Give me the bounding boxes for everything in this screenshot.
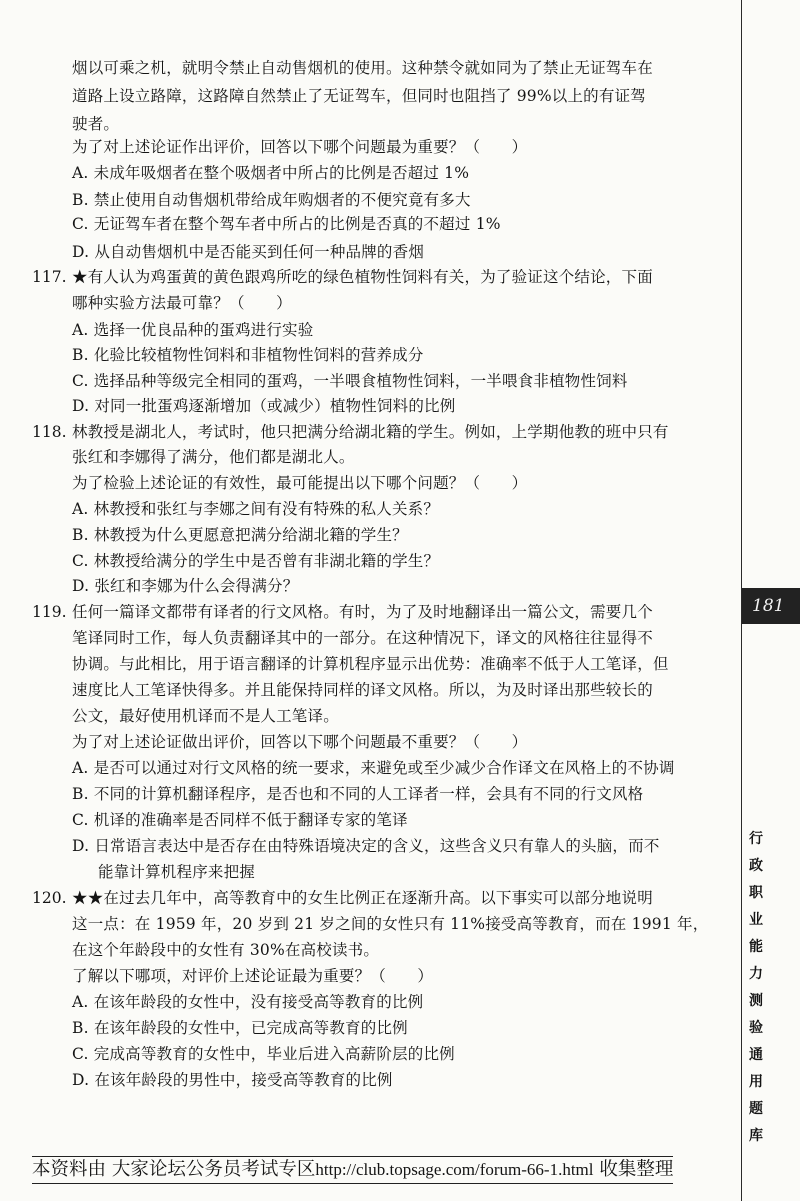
question-text: 速度比人工笔译快得多。并且能保持同样的译文风格。所以，为及时译出那些较长的 — [72, 681, 653, 699]
question-text: 任何一篇译文都带有译者的行文风格。有时，为了及时地翻译出一篇公文，需要几个 — [72, 603, 653, 621]
question-text: 笔译同时工作，每人负责翻译其中的一部分。在这种情况下，译文的风格往往显得不 — [72, 629, 653, 647]
side-title-char: 测 — [749, 993, 763, 1009]
side-title-char: 职 — [749, 885, 763, 901]
side-title-char: 验 — [749, 1020, 763, 1036]
question-text: 张红和李娜得了满分，他们都是湖北人。 — [72, 448, 355, 466]
page-number-tab: 181 — [742, 588, 800, 624]
option-c: C. 无证驾车者在整个驾车者中所占的比例是否真的不超过 1% — [72, 215, 501, 233]
question-text: 哪种实验方法最可靠？（ ） — [72, 294, 292, 312]
side-title-char: 力 — [749, 966, 763, 982]
intro-line: 驶者。 — [72, 115, 120, 133]
side-title-char: 用 — [749, 1074, 763, 1090]
side-title-char: 行 — [749, 831, 763, 847]
question-stem: 为了对上述论证做出评价，回答以下哪个问题最不重要？（ ） — [72, 733, 528, 751]
option-a: A. 未成年吸烟者在整个吸烟者中所占的比例是否超过 1% — [72, 164, 470, 182]
question-stem: 为了对上述论证作出评价，回答以下哪个问题最为重要？（ ） — [72, 138, 528, 156]
option-d: D. 对同一批蛋鸡逐渐增加（或减少）植物性饲料的比例 — [72, 397, 456, 415]
option-a: A. 在该年龄段的女性中，没有接受高等教育的比例 — [72, 993, 424, 1011]
footer-suffix: 收集整理 — [593, 1159, 674, 1180]
side-title-char: 通 — [749, 1047, 763, 1063]
side-title-char: 题 — [749, 1101, 763, 1117]
option-c: C. 选择品种等级完全相同的蛋鸡，一半喂食植物性饲料，一半喂食非植物性饲料 — [72, 372, 628, 390]
option-d: D. 在该年龄段的男性中，接受高等教育的比例 — [72, 1071, 393, 1089]
option-b: B. 化验比较植物性饲料和非植物性饲料的营养成分 — [72, 346, 424, 364]
option-c: C. 机译的准确率是否同样不低于翻译专家的笔译 — [72, 811, 408, 829]
question-text: 林教授是湖北人，考试时，他只把满分给湖北籍的学生。例如，上学期他教的班中只有 — [72, 423, 669, 441]
option-d: D. 张红和李娜为什么会得满分？ — [72, 577, 299, 595]
question-number: 117. — [32, 268, 67, 286]
option-b: B. 林教授为什么更愿意把满分给湖北籍的学生？ — [72, 526, 408, 544]
question-text: 公文，最好使用机译而不是人工笔译。 — [72, 707, 339, 725]
option-a: A. 是否可以通过对行文风格的统一要求，来避免或至少减少合作译文在风格上的不协调 — [72, 759, 675, 777]
footer-link[interactable]: http://club.topsage.com/forum-66-1.html — [315, 1160, 594, 1179]
option-b: B. 不同的计算机翻译程序，是否也和不同的人工译者一样，会具有不同的行文风格 — [72, 785, 644, 803]
question-text: ★★在过去几年中，高等教育中的女生比例正在逐渐升高。以下事实可以部分地说明 — [72, 889, 653, 907]
footer-banner — [32, 1156, 673, 1184]
question-text: ★有人认为鸡蛋黄的黄色跟鸡所吃的绿色植物性饲料有关，为了验证这个结论，下面 — [72, 268, 653, 286]
side-title — [746, 826, 766, 1150]
question-stem: 了解以下哪项，对评价上述论证最为重要？（ ） — [72, 967, 434, 985]
question-number: 120. — [32, 889, 67, 907]
question-text: 协调。与此相比，用于语言翻译的计算机程序显示出优势：准确率不低于人工笔译，但 — [72, 655, 669, 673]
side-title-char: 政 — [749, 858, 763, 874]
option-d: D. 从自动售烟机中是否能买到任何一种品牌的香烟 — [72, 243, 425, 261]
side-title-char: 业 — [749, 912, 763, 928]
side-title-char: 库 — [749, 1128, 763, 1144]
option-d: D. 日常语言表达中是否存在由特殊语境决定的含义，这些含义只有靠人的头脑，而不 — [72, 837, 660, 855]
option-a: A. 林教授和张红与李娜之间有没有特殊的私人关系？ — [72, 500, 440, 518]
option-d-continued: 能靠计算机程序来把握 — [98, 863, 256, 881]
option-b: B. 在该年龄段的女性中，已完成高等教育的比例 — [72, 1019, 408, 1037]
footer-prefix: 本资料由 大家论坛公务员考试专区 — [32, 1159, 316, 1180]
side-title-char: 能 — [749, 939, 763, 955]
option-a: A. 选择一优良品种的蛋鸡进行实验 — [72, 321, 314, 339]
option-b: B. 禁止使用自动售烟机带给成年购烟者的不便究竟有多大 — [72, 191, 471, 209]
intro-line: 道路上设立路障，这路障自然禁止了无证驾车，但同时也阻挡了 99%以上的有证驾 — [72, 87, 646, 105]
question-text: 在这个年龄段中的女性有 30%在高校读书。 — [72, 941, 380, 959]
intro-line: 烟以可乘之机，就明令禁止自动售烟机的使用。这种禁令就如同为了禁止无证驾车在 — [72, 59, 653, 77]
question-stem: 为了检验上述论证的有效性，最可能提出以下哪个问题？（ ） — [72, 474, 528, 492]
question-number: 119. — [32, 603, 67, 621]
option-c: C. 林教授给满分的学生中是否曾有非湖北籍的学生？ — [72, 552, 440, 570]
question-text: 这一点：在 1959 年，20 岁到 21 岁之间的女性只有 11%接受高等教育，而在 1991 年， — [72, 915, 709, 933]
option-c: C. 完成高等教育的女性中，毕业后进入高薪阶层的比例 — [72, 1045, 455, 1063]
question-number: 118. — [32, 423, 67, 441]
